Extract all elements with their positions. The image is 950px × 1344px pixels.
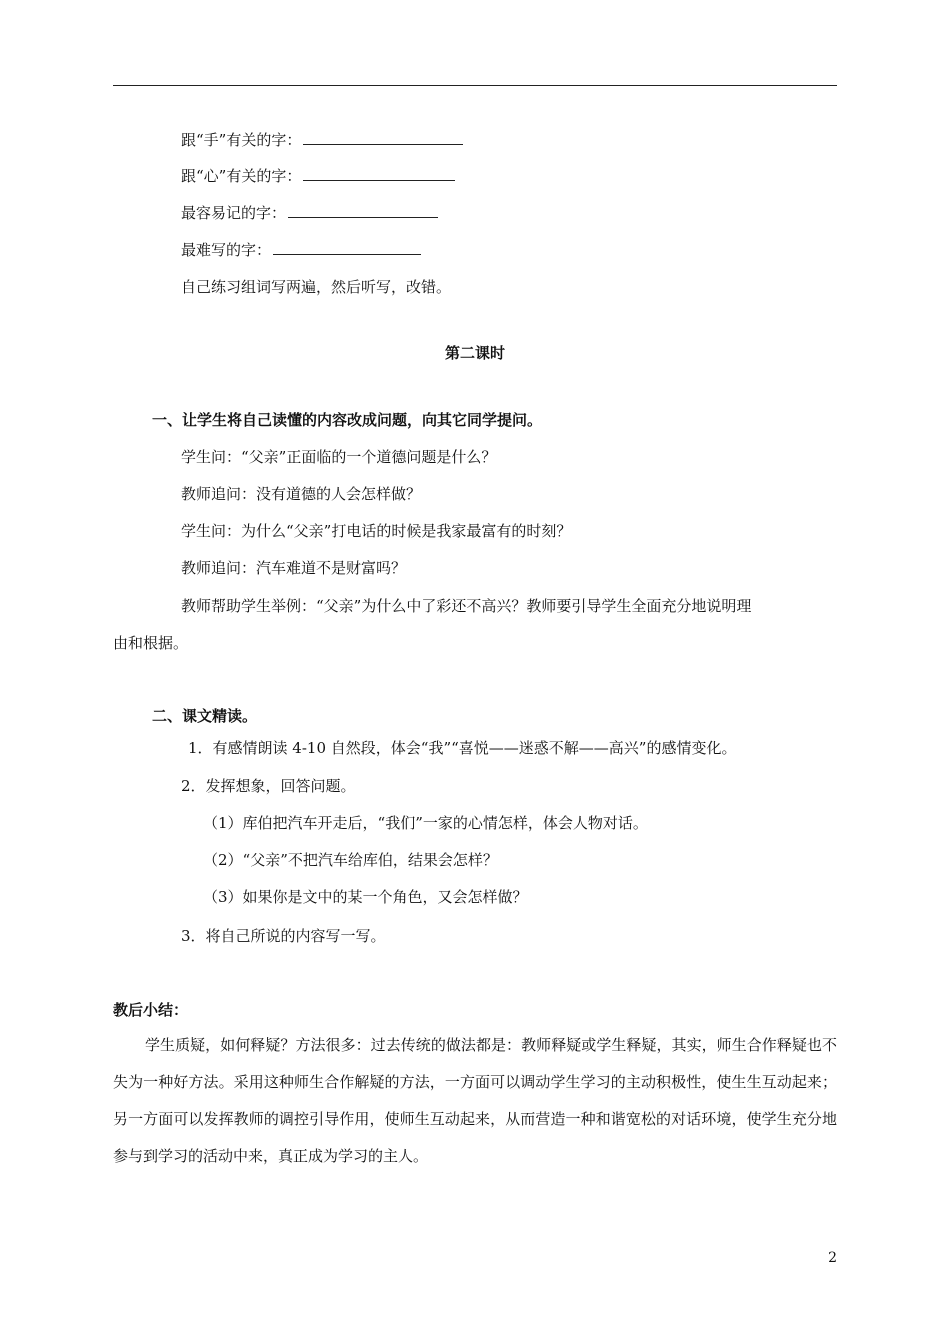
field-heart-chars	[181, 166, 455, 186]
field-label: 最容易记的字：	[181, 204, 287, 222]
lesson-title: 第二课时	[444, 344, 505, 362]
sub-list-item: （3）如果你是文中的某一个角色，又会怎样做？	[203, 888, 528, 906]
list-item: 1．有感情朗读 4-10 自然段，体会“我”“喜悦——迷惑不解——高兴”的感情变化。	[188, 739, 737, 757]
header-rule	[113, 85, 837, 86]
summary-text: 学生质疑，如何释疑？方法很多：过去传统的做法都是：教师释疑或学生释疑，其实，师生合作释疑也不失为一种好方法。采用这种师生合作解疑的方法，一方面可以调动学生学习的主动积极性，使生生互动起来；另一方面可以发挥教师的调控引导作用，使师生互动起来，从而营造一种和谐宽松的对话环境，使学生充分地参与到学习的活动中来，真正成为学习的主人。	[113, 1036, 837, 1165]
list-item: 教师追问：汽车难道不是财富吗？	[181, 559, 407, 577]
list-item: 学生问：为什么“父亲”打电话的时候是我家最富有的时刻？	[181, 522, 572, 540]
field-hand-chars	[181, 130, 463, 150]
list-item-continuation: 由和根据。	[113, 634, 189, 652]
field-label: 跟“心”有关的字：	[181, 167, 302, 185]
list-item: 教师帮助学生举例：“父亲”为什么中了彩还不高兴？教师要引导学生全面充分地说明理	[181, 597, 752, 615]
list-item: 2．发挥想象，回答问题。	[181, 777, 356, 795]
blank-line[interactable]	[288, 203, 438, 218]
blank-line[interactable]	[303, 130, 463, 145]
list-item: 学生问：“父亲”正面临的一个道德问题是什么？	[181, 448, 497, 466]
field-label: 最难写的字：	[181, 241, 272, 259]
sub-list-item: （2）“父亲”不把汽车给库伯，结果会怎样？	[203, 851, 498, 869]
blank-line[interactable]	[273, 240, 421, 255]
summary-heading: 教后小结：	[113, 1001, 189, 1019]
section-heading: 二、课文精读。	[152, 707, 258, 725]
field-easiest-chars	[181, 203, 438, 223]
section-heading: 一、让学生将自己读懂的内容改成问题，向其它同学提问。	[152, 411, 543, 429]
blank-line[interactable]	[303, 166, 455, 181]
practice-note: 自己练习组词写两遍，然后听写，改错。	[181, 278, 452, 296]
sub-list-item: （1）库伯把汽车开走后，“我们”一家的心情怎样，体会人物对话。	[203, 814, 648, 832]
page-number: 2	[828, 1250, 837, 1266]
list-item: 教师追问：没有道德的人会怎样做？	[181, 485, 422, 503]
field-label: 跟“手”有关的字：	[181, 131, 302, 149]
field-hardest-chars	[181, 240, 421, 260]
list-item: 3．将自己所说的内容写一写。	[181, 927, 386, 945]
summary-paragraph	[113, 1027, 837, 1175]
